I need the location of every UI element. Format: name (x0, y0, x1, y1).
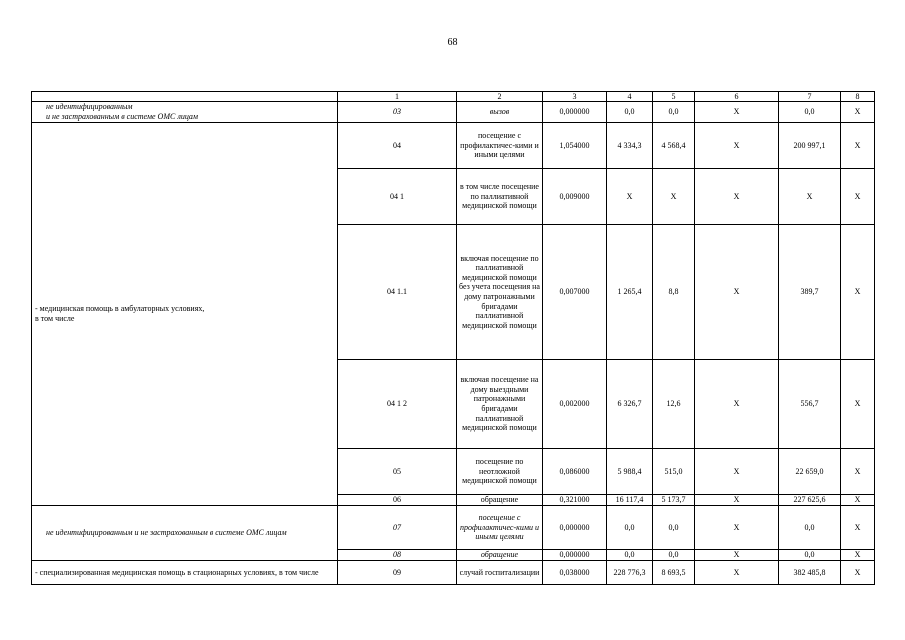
cell-c3: 0,007000 (543, 225, 607, 360)
row-unit: случай госпитализации (457, 561, 543, 585)
cell-c4: 228 776,3 (607, 561, 653, 585)
header-cell-7: 7 (779, 92, 841, 102)
cell-c5: X (653, 169, 695, 225)
cell-c4: 0,0 (607, 102, 653, 123)
cell-c6: X (695, 550, 779, 561)
cell-c7: 22 659,0 (779, 449, 841, 495)
table-row-03 (32, 102, 875, 123)
cell-c4: 1 265,4 (607, 225, 653, 360)
cell-c8: X (841, 169, 875, 225)
cell-c6: X (695, 225, 779, 360)
cell-c7: X (779, 169, 841, 225)
cell-c7: 200 997,1 (779, 123, 841, 169)
cell-c3: 0,321000 (543, 495, 607, 506)
row-unit: посещение по неотложной медицинской помощи (457, 449, 543, 495)
cell-c8: X (841, 495, 875, 506)
cell-c8: X (841, 123, 875, 169)
cell-c7: 0,0 (779, 550, 841, 561)
cell-c5: 12,6 (653, 360, 695, 449)
header-cell-8: 8 (841, 92, 875, 102)
row-label-not-insured: не идентифицированным и не застрахованным в системе ОМС лицам (32, 506, 338, 561)
cell-c4: 5 988,4 (607, 449, 653, 495)
row-unit: посещение с профилактичес-кими и иными целями (457, 123, 543, 169)
cell-c8: X (841, 360, 875, 449)
cell-c8: X (841, 550, 875, 561)
cell-c3: 0,086000 (543, 449, 607, 495)
cell-c5: 8 693,5 (653, 561, 695, 585)
page-number: 68 (447, 37, 458, 48)
cell-c8: X (841, 449, 875, 495)
cell-c6: X (695, 360, 779, 449)
cell-c8: X (841, 506, 875, 550)
row-unit: обращение (457, 495, 543, 506)
table-row-04 (32, 123, 875, 169)
cell-c7: 382 485,8 (779, 561, 841, 585)
cell-c7: 0,0 (779, 506, 841, 550)
cell-c7: 0,0 (779, 102, 841, 123)
cell-c4: 16 117,4 (607, 495, 653, 506)
cell-c4: X (607, 169, 653, 225)
row-unit: вызов (457, 102, 543, 123)
row-code: 03 (338, 102, 457, 123)
cell-c3: 0,000000 (543, 506, 607, 550)
row-code: 06 (338, 495, 457, 506)
row-unit: в том числе посещение по паллиативной медицинской помощи (457, 169, 543, 225)
row-code: 05 (338, 449, 457, 495)
row-code: 04 1.1 (338, 225, 457, 360)
header-cell-2: 2 (457, 92, 543, 102)
cell-c6: X (695, 506, 779, 550)
data-table (31, 91, 875, 585)
row-label: - специализированная медицинская помощь в стационарных условиях, в том числе (32, 561, 338, 585)
cell-c6: X (695, 123, 779, 169)
cell-c6: X (695, 449, 779, 495)
cell-c6: X (695, 102, 779, 123)
row-code: 09 (338, 561, 457, 585)
cell-c4: 6 326,7 (607, 360, 653, 449)
cell-c5: 8,8 (653, 225, 695, 360)
cell-c5: 4 568,4 (653, 123, 695, 169)
row-code: 08 (338, 550, 457, 561)
cell-c3: 0,038000 (543, 561, 607, 585)
cell-c4: 0,0 (607, 506, 653, 550)
cell-c3: 0,000000 (543, 102, 607, 123)
table-row-07 (32, 506, 875, 550)
cell-c7: 556,7 (779, 360, 841, 449)
cell-c7: 227 625,6 (779, 495, 841, 506)
row-label: не идентифицированным и не застрахованным в системе ОМС лицам (32, 102, 338, 123)
header-cell-5: 5 (653, 92, 695, 102)
header-row (32, 92, 875, 102)
header-cell-4: 4 (607, 92, 653, 102)
cell-c7: 389,7 (779, 225, 841, 360)
cell-c5: 5 173,7 (653, 495, 695, 506)
header-cell-blank (32, 92, 338, 102)
cell-c6: X (695, 495, 779, 506)
cell-c5: 0,0 (653, 550, 695, 561)
row-code: 04 1 (338, 169, 457, 225)
row-unit: включая посещение по паллиативной медицинской помощи без учета посещения на дому патронажными бригадами паллиативной медицинской помощи (457, 225, 543, 360)
cell-c5: 0,0 (653, 102, 695, 123)
row-label-ambulatory: - медицинская помощь в амбулаторных условиях, в том числе (32, 123, 338, 506)
cell-c5: 515,0 (653, 449, 695, 495)
cell-c3: 0,000000 (543, 550, 607, 561)
cell-c4: 4 334,3 (607, 123, 653, 169)
cell-c3: 0,002000 (543, 360, 607, 449)
header-cell-3: 3 (543, 92, 607, 102)
cell-c8: X (841, 561, 875, 585)
cell-c3: 0,009000 (543, 169, 607, 225)
header-cell-1: 1 (338, 92, 457, 102)
cell-c6: X (695, 561, 779, 585)
cell-c8: X (841, 225, 875, 360)
cell-c8: X (841, 102, 875, 123)
row-code: 04 (338, 123, 457, 169)
cell-c4: 0,0 (607, 550, 653, 561)
row-code: 04 1 2 (338, 360, 457, 449)
table-row-09 (32, 561, 875, 585)
cell-c5: 0,0 (653, 506, 695, 550)
row-unit: включая посещение на дому выездными патронажными бригадами паллиативной медицинской помощи (457, 360, 543, 449)
row-unit: обращение (457, 550, 543, 561)
row-unit: посещение с профилактичес-кими и иными целями (457, 506, 543, 550)
cell-c6: X (695, 169, 779, 225)
header-cell-6: 6 (695, 92, 779, 102)
row-code: 07 (338, 506, 457, 550)
cell-c3: 1,054000 (543, 123, 607, 169)
